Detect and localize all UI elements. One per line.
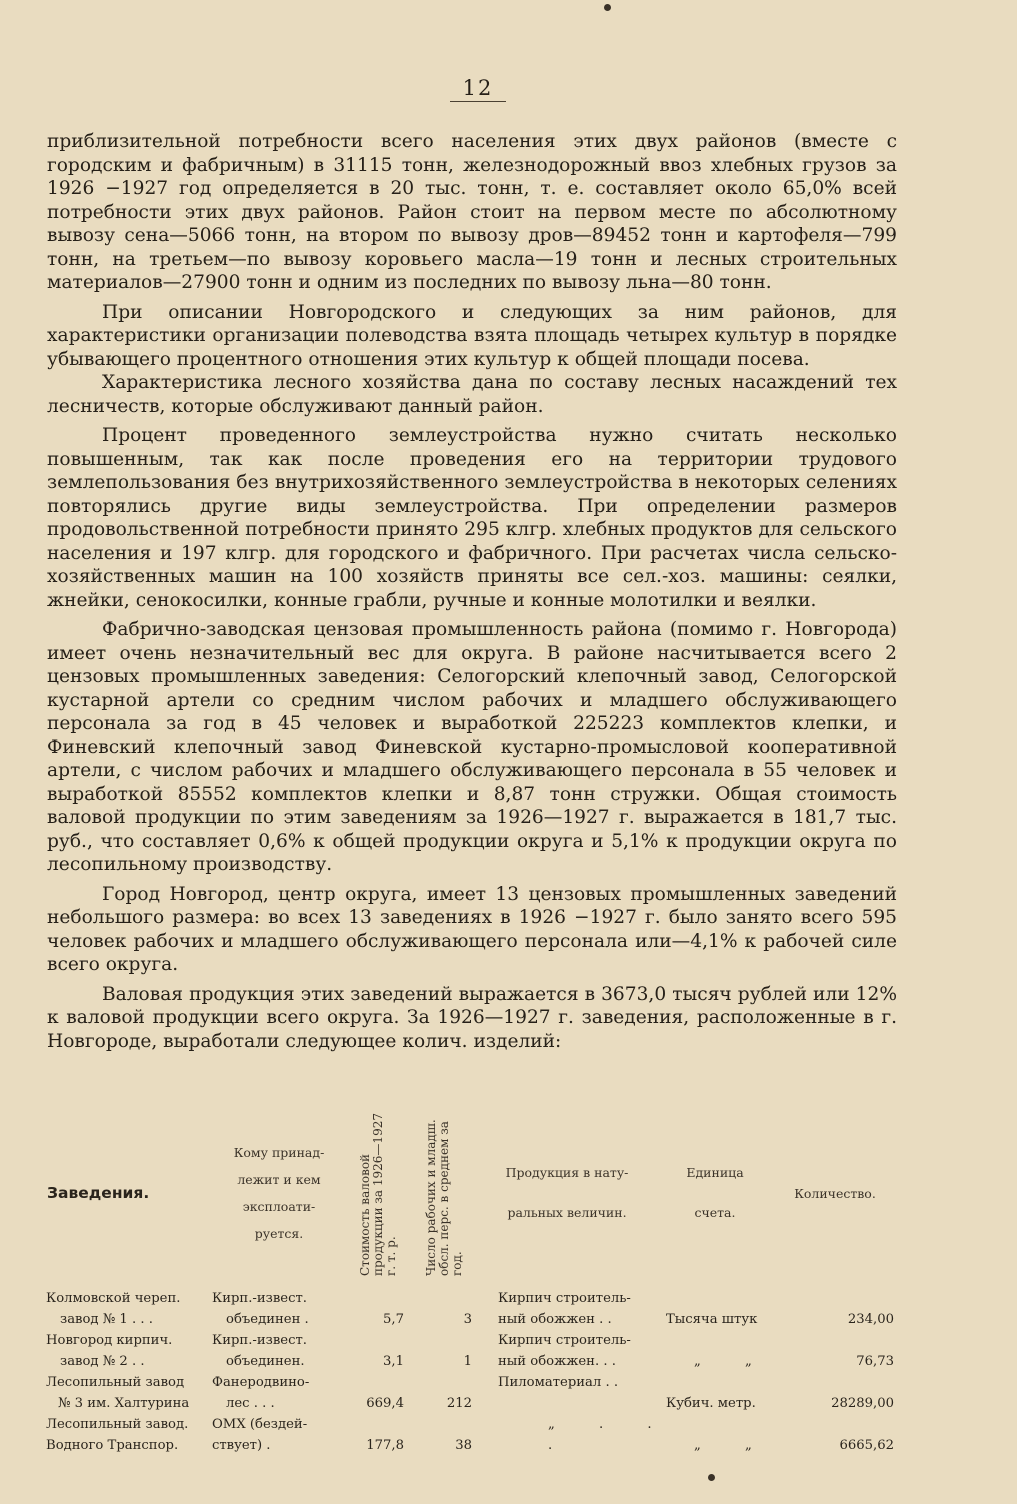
cell-workers xyxy=(410,1288,478,1330)
cell-line: Кирпич строитель- xyxy=(498,1333,631,1348)
header-owner-line: Кому принад- xyxy=(233,1145,325,1160)
header-quantity: Количество. xyxy=(794,1185,876,1201)
cell-unit xyxy=(656,1330,774,1372)
cell-line: „ „ xyxy=(694,1354,752,1369)
body-text xyxy=(47,130,897,1059)
table-row xyxy=(46,1330,896,1372)
table-header-row xyxy=(46,1108,896,1278)
cell-workers xyxy=(410,1414,478,1456)
cell-line: Лесопильный завод. xyxy=(46,1417,189,1432)
header-workers-text: Число рабочих и младш. обсл. перс. в среднем за год. xyxy=(423,1118,464,1276)
cell-line: Колмовской череп. xyxy=(46,1291,181,1306)
cell-line: ный обожжен . . xyxy=(498,1312,612,1327)
cell-owner xyxy=(212,1414,346,1456)
cell-product xyxy=(478,1372,656,1414)
cell-line: 177,8 xyxy=(366,1438,404,1453)
cell-line: Лесопильный завод xyxy=(46,1375,185,1390)
cell-line: Кирпич строитель- xyxy=(498,1291,631,1306)
paragraph-7: Валовая продукция этих заведений выражается в 3673,0 тысяч рублей или 12% к валовой продукции всего округа. За 1926—1927 г. заведения, расположенные в г. Новгороде, выработали следующее колич. изделий: xyxy=(47,983,897,1052)
cell-quantity xyxy=(774,1330,896,1372)
header-owner-line: руется. xyxy=(254,1226,304,1241)
header-owner-line: лежит и кем xyxy=(237,1172,321,1187)
cell-line: 3,1 xyxy=(383,1354,404,1369)
cell-line: 234,00 xyxy=(847,1312,894,1327)
cell-line: 6665,62 xyxy=(839,1438,894,1453)
paragraph-4: Процент проведенного землеустройства нужно считать несколько повышенным, так как после проведения его на территории трудового землепользования без внутрихозяйственного землеустройства в некоторых селениях повторялись другие виды землеустройства. При определении размеров продовольственной потребности принято 295 клгр. хлебных продуктов для сельского населения и 197 клгр. для городского и фабричного. При расчетах числа сельско-хозяйственных машин на 100 хозяйств приняты все сел.-хоз. машины: сеялки, жнейки, сенокосилки, конные грабли, ручные и конные молотилки и веялки. xyxy=(47,425,897,611)
cell-line: 1 xyxy=(463,1354,472,1369)
header-unit xyxy=(656,1108,774,1278)
cell-quantity xyxy=(774,1288,896,1330)
cell-unit xyxy=(656,1372,774,1414)
header-unit-line: счета. xyxy=(694,1205,736,1220)
cell-line: 5,7 xyxy=(383,1312,404,1327)
cell-line: ный обожжен. . . xyxy=(498,1354,616,1369)
header-product xyxy=(478,1108,656,1278)
paragraph-3: Характеристика лесного хозяйства дана по составу лесных насаждений тех лесничеств, которые обслуживают данный район. xyxy=(47,372,897,417)
cell-quantity xyxy=(774,1372,896,1414)
cell-line: 3 xyxy=(463,1312,472,1327)
cell-line: 38 xyxy=(455,1438,472,1453)
table-row xyxy=(46,1372,896,1414)
cell-unit xyxy=(656,1288,774,1330)
production-table-wrap xyxy=(46,1108,896,1456)
header-workers xyxy=(410,1108,478,1278)
header-establishment: Заведения. xyxy=(47,1184,150,1202)
cell-product xyxy=(478,1330,656,1372)
top-ink-mark xyxy=(604,4,611,11)
cell-line: ОМХ (бездей- xyxy=(212,1417,308,1432)
cell-line: 76,73 xyxy=(856,1354,894,1369)
paragraph-1: приблизительной потребности всего населения этих двух районов (вместе с городским и фабричным) в 31115 тонн, железнодорожный ввоз хлебных грузов за 1926 −1927 год определяется в 20 тыс. тонн, т. е. составляет около 65,0% всей потребности этих двух районов. Район стоит на первом месте по абсолютному вывозу сена—5066 тонн, на втором по вывозу дров—89452 тонн и картофеля—799 тонн, на третьем—по вывозу коровьего масла—19 тонн и лесных строительных материалов—27900 тонн и одним из последних по вывозу льна—80 тонн. xyxy=(47,131,897,293)
cell-line: 212 xyxy=(446,1396,472,1411)
header-owner xyxy=(212,1108,346,1278)
cell-owner xyxy=(212,1330,346,1372)
header-owner-line: эксплоати- xyxy=(242,1199,316,1214)
paragraph-6: Город Новгород, центр округа, имеет 13 цензовых промышленных заведений небольшого размера: во всех 13 заведениях в 1926 −1927 г. было занято всего 595 человек рабочих и младшего обслуживающего персонала или—4,1% к рабочей силе всего округа. xyxy=(47,883,897,975)
page-number-rule xyxy=(450,101,506,102)
bottom-ink-mark xyxy=(708,1474,715,1481)
cell-establishment xyxy=(46,1288,212,1330)
header-value-text: Стоимость валовой продукции за 1926—1927 г. т. р. xyxy=(357,1112,398,1276)
cell-workers xyxy=(410,1372,478,1414)
cell-owner xyxy=(212,1288,346,1330)
header-value xyxy=(346,1108,410,1278)
cell-line: Кубич. метр. xyxy=(666,1396,756,1411)
header-unit-line: Единица xyxy=(686,1165,744,1180)
cell-value xyxy=(346,1372,410,1414)
cell-establishment xyxy=(46,1414,212,1456)
cell-value xyxy=(346,1414,410,1456)
cell-line: объединен. xyxy=(226,1354,305,1369)
cell-workers xyxy=(410,1330,478,1372)
cell-line: 669,4 xyxy=(366,1396,404,1411)
header-product-line: Продукция в нату- xyxy=(505,1165,629,1180)
cell-line: объединен . xyxy=(226,1312,309,1327)
cell-line: Пиломатериал . . xyxy=(498,1375,619,1390)
paragraph-2: При описании Новгородского и следующих за ним районов, для характеристики организации полеводства взята площадь четырех культур в порядке убывающего процентного отношения этих культур к общей площади посева. xyxy=(47,301,897,370)
header-product-line: ральных величин. xyxy=(507,1205,627,1220)
cell-value xyxy=(346,1330,410,1372)
cell-line: завод № 1 . . . xyxy=(60,1312,153,1327)
cell-line: Кирп.-извест. xyxy=(212,1291,307,1306)
cell-quantity xyxy=(774,1414,896,1456)
cell-establishment xyxy=(46,1372,212,1414)
paragraph-5: Фабрично-заводская цензовая промышленность района (помимо г. Новгорода) имеет очень незначительный вес для округа. В районе насчитывается всего 2 цензовых промышленных заведения: Селогорский клепочный завод, Селогорской кустарной артели со средним числом рабочих и младшего обслуживающего персонала за год в 45 человек и выработкой 225223 комплектов клепки, и Финевский клепочный завод Финевской кустарно-промысловой кооперативной артели, с числом рабочих и младшего обслуживающего персонала в 55 человек и выработкой 85552 комплектов клепки и 8,87 тонн стружки. Общая стоимость валовой продукции по этим заведениям за 1926—1927 г. выражается в 181,7 тыс. руб., что составляет 0,6% к общей продукции округа и 5,1% к продукции округа по лесопильному производству. xyxy=(47,619,897,875)
cell-establishment xyxy=(46,1330,212,1372)
cell-product xyxy=(478,1414,656,1456)
cell-line: ствует) . xyxy=(212,1438,271,1453)
cell-line: лес . . . xyxy=(226,1396,275,1411)
cell-unit xyxy=(656,1414,774,1456)
cell-value xyxy=(346,1288,410,1330)
cell-line: Новгород кирпич. xyxy=(46,1333,173,1348)
cell-line: завод № 2 . . xyxy=(60,1354,145,1369)
table-row xyxy=(46,1288,896,1330)
cell-line: „ . . . xyxy=(548,1417,652,1453)
cell-product xyxy=(478,1288,656,1330)
cell-line: „ „ xyxy=(694,1438,752,1453)
cell-line: Фанеродвино- xyxy=(212,1375,310,1390)
cell-line: № 3 им. Халтурина xyxy=(58,1396,190,1411)
cell-line: Водного Транспор. xyxy=(46,1438,179,1453)
production-table xyxy=(46,1108,896,1456)
page-number: 12 xyxy=(462,76,494,100)
table-row xyxy=(46,1414,896,1456)
cell-line: 28289,00 xyxy=(831,1396,894,1411)
cell-owner xyxy=(212,1372,346,1414)
cell-line: Тысяча штук xyxy=(666,1312,758,1327)
cell-line: Кирп.-извест. xyxy=(212,1333,307,1348)
